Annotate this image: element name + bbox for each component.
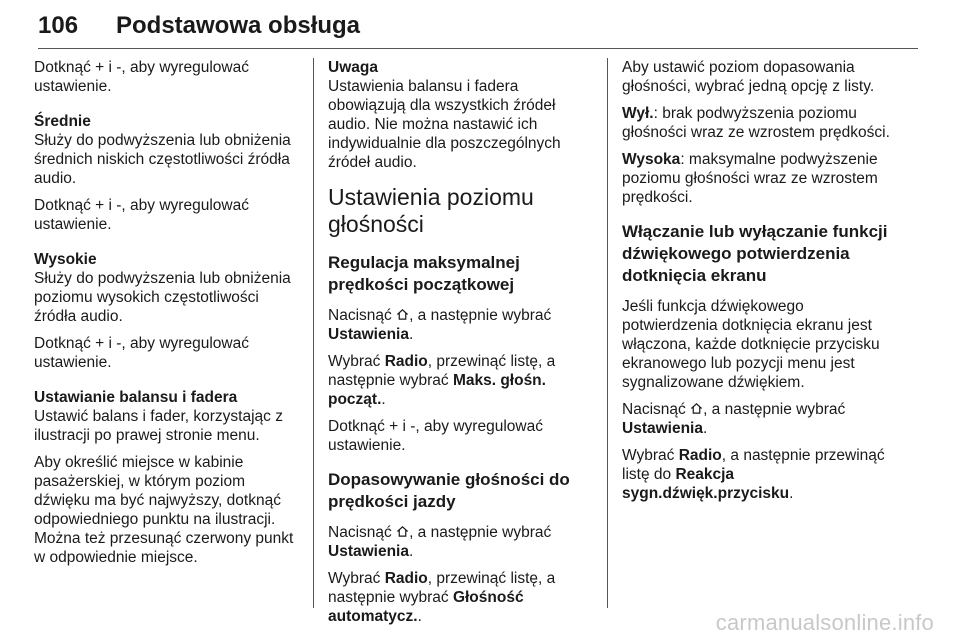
menu-max-volume-label: Maks. głośn. począt. [328, 372, 546, 408]
instruction-text: Nacisnąć [328, 524, 392, 541]
page-number: 106 [38, 12, 79, 39]
menu-ustawienia-label: Ustawienia [622, 420, 703, 437]
intro-text: Aby ustawić poziom dopasowania głośności, wybrać jedną opcję z listy. [622, 59, 875, 95]
header-rule [38, 48, 918, 49]
section-balans-title: Ustawianie balansu i fadera [34, 389, 238, 406]
section-heading-volume: Ustawienia poziomu głośności [328, 184, 534, 237]
punctuation: . [789, 485, 794, 502]
subsection-speed-volume-title: Dopasowywanie głośności do prędkości jazdy [328, 470, 570, 511]
instruction-text: , a następnie przewinąć listę do [622, 447, 885, 483]
instruction-text: , przewinąć listę, a następnie wybrać [328, 353, 556, 389]
instruction-text: Nacisnąć [622, 401, 686, 418]
option-wyl-label: Wył. [622, 105, 654, 122]
option-wyl [622, 104, 892, 142]
option-wyl-text: : brak podwyższenia poziomu głośności wraz ze wzrostem prędkości. [622, 105, 890, 141]
instruction-text: , a następnie wybrać [409, 524, 552, 541]
punctuation: . [417, 608, 422, 625]
section-wysokie-desc: Służy do podwyższenia lub obniżenia poziomu wysokich częstotliwości źródła audio. [34, 270, 291, 325]
home-icon [690, 402, 703, 415]
section-balans-text-1: Ustawić balans i fader, korzystając z ilustracji po prawej stronie menu. [34, 408, 283, 444]
instruction-text: , przewinąć listę, a następnie wybrać [328, 570, 556, 606]
menu-touch-sound-label: Reakcja sygn.dźwięk.przycisku [622, 466, 790, 502]
option-wysoka [622, 150, 892, 207]
option-wysoka-label: Wysoka [622, 151, 681, 168]
instruction-select [328, 569, 592, 626]
menu-radio-label: Radio [678, 447, 722, 464]
punctuation: . [381, 391, 386, 408]
touch-sound-desc: Jeśli funkcja dźwiękowego potwierdzenia dotknięcia ekranu jest włączona, każde dotknięcie przycisku ekranowego lub pozycji menu jest sygnalizowane dźwiękiem. [622, 298, 880, 391]
punctuation: . [702, 420, 708, 437]
menu-ustawienia-label: Ustawienia [328, 326, 409, 343]
note-text: Ustawienia balansu i fadera obowiązują dla wszystkich źródeł audio. Nie można nastawić ich indywidualnie dla poszczególnych źródeł audio. [328, 78, 561, 171]
punctuation: . [408, 543, 414, 560]
column-left [34, 58, 300, 575]
home-icon [396, 308, 409, 321]
instruction-text: Nacisnąć [328, 307, 392, 324]
subsection-touch-sound-title: Włączanie lub wyłączanie funkcji dźwiękowego potwierdzenia dotknięcia ekranu [622, 222, 888, 285]
instruction-press [622, 400, 892, 438]
watermark: carmanualsonline.info [715, 610, 934, 635]
column-right [622, 58, 892, 511]
instruction-text: Wybrać [328, 570, 381, 587]
section-wysokie-title: Wysokie [34, 251, 97, 268]
instruction-text: , a następnie wybrać [703, 401, 846, 418]
section-balans-text-2: Aby określić miejsce w kabinie pasażerskiej, w którym poziom dźwięku ma być najwyższy, dotknąć odpowiedniego punktu na ilustracji. Można też przesunąć czerwony punkt w odpowiednie miejsce. [34, 454, 294, 566]
punctuation: . [408, 326, 414, 343]
page-header [38, 6, 918, 48]
instruction-text: Wybrać [328, 353, 381, 370]
column-middle [328, 58, 592, 634]
home-icon [396, 525, 409, 538]
instruction-text: Wybrać [622, 447, 675, 464]
adjust-text: Dotknąć + i -, aby wyregulować ustawienie. [34, 59, 249, 95]
page-title: Podstawowa obsługa [116, 12, 361, 39]
instruction-text: , a następnie wybrać [409, 307, 552, 324]
menu-radio-label: Radio [384, 570, 428, 587]
menu-auto-volume-label: Głośność automatycz. [328, 589, 524, 625]
note-title: Uwaga [328, 59, 378, 76]
instruction-select [622, 446, 892, 503]
option-wysoka-text: : maksymalne podwyższenie poziomu głośności wraz ze wzrostem prędkości. [622, 151, 878, 206]
menu-radio-label: Radio [384, 353, 428, 370]
column-divider-left [313, 58, 314, 608]
section-srednie-title: Średnie [34, 113, 91, 130]
menu-ustawienia-label: Ustawienia [328, 543, 409, 560]
instruction-press [328, 306, 592, 344]
section-srednie-adjust: Dotknąć + i -, aby wyregulować ustawienie. [34, 197, 249, 233]
section-srednie-desc: Służy do podwyższenia lub obniżenia średnich niskich częstotliwości źródła audio. [34, 132, 291, 187]
adjust-text: Dotknąć + i -, aby wyregulować ustawienie. [328, 418, 543, 454]
subsection-max-volume-title: Regulacja maksymalnej prędkości początkowej [328, 253, 520, 294]
instruction-select [328, 352, 592, 409]
instruction-press [328, 523, 592, 561]
column-divider-right [607, 58, 608, 608]
section-wysokie-adjust: Dotknąć + i -, aby wyregulować ustawienie. [34, 335, 249, 371]
